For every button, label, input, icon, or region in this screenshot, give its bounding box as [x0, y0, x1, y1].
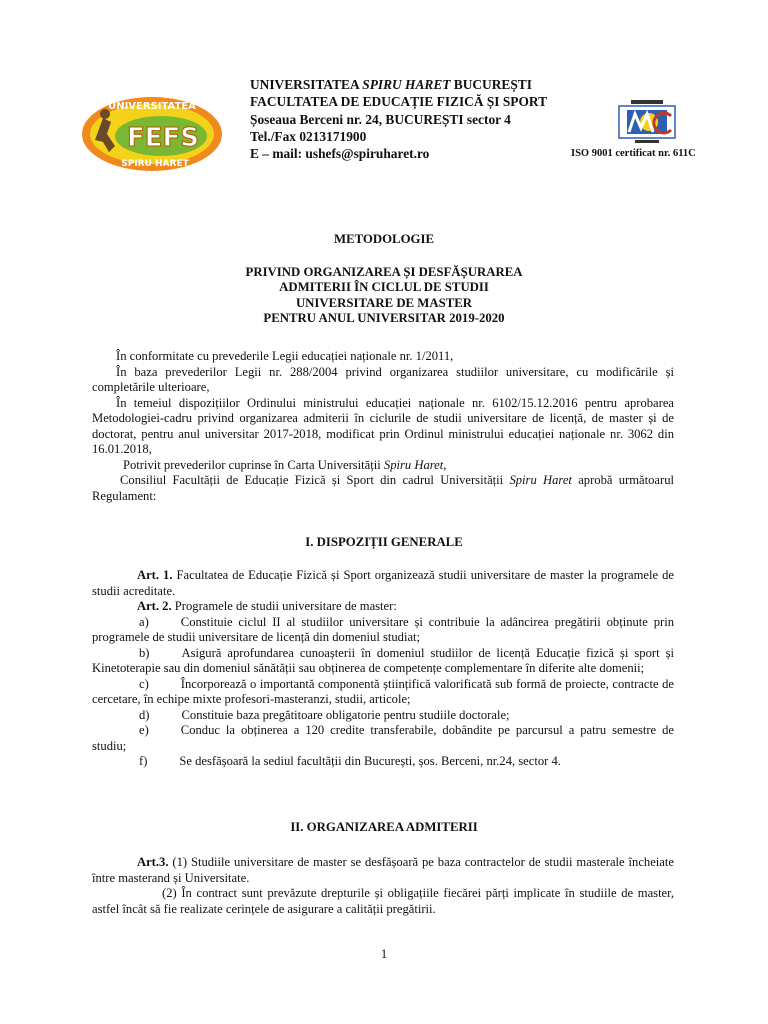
subtitle-line: ADMITERII ÎN CICLUL DE STUDII — [279, 280, 489, 295]
preamble-paragraph — [92, 458, 674, 474]
list-item — [92, 646, 674, 677]
list-item — [92, 754, 674, 770]
article-label: Art. 2. — [137, 599, 172, 613]
list-item — [92, 723, 674, 754]
university-line — [250, 76, 547, 93]
list-item — [92, 677, 674, 708]
fefs-logo — [81, 96, 223, 172]
article-text: Programele de studii universitare de master: — [171, 599, 397, 613]
email-line: E – mail: ushefs@spiruharet.ro — [250, 146, 430, 162]
list-item-label: f) — [139, 754, 148, 768]
article-label: Art. 1. — [137, 568, 173, 582]
section-1-body — [92, 568, 674, 770]
preamble — [92, 349, 674, 504]
preamble-paragraph: În conformitate cu prevederile Legii educației naționale nr. 1/2011, — [116, 349, 454, 363]
list-item-text: Se desfășoară la sediul facultății din București, șos. Berceni, nr.24, sector 4. — [179, 754, 561, 768]
subtitle-line: PENTRU ANUL UNIVERSITAR 2019-2020 — [263, 311, 505, 326]
article-text: Facultatea de Educație Fizică și Sport organizează studii universitare de master la programele de studii acreditate. — [92, 568, 674, 598]
article-3 — [92, 855, 674, 886]
preamble-paragraph: În temeiul dispozițiilor Ordinului ministrului educației naționale nr. 6102/15.12.2016 pentru aprobarea Metodologiei-cadru privind organizarea admiterii în ciclurile de studii universitare de licență, de master și de doctorat, pentru anul universitar 2017-2018, modificat prin Ordinul ministrului educației naționale nr. 3062 din 16.01.2018, — [92, 395, 674, 456]
letterhead — [250, 76, 547, 162]
list-item — [92, 708, 674, 724]
preamble-paragraph — [92, 473, 674, 504]
faculty-line: FACULTATEA DE EDUCAȚIE FIZICĂ ȘI SPORT — [250, 94, 548, 110]
section-heading: I. DISPOZIȚII GENERALE — [305, 535, 463, 549]
page-number: 1 — [380, 947, 388, 961]
university-prefix: UNIVERSITATEA — [250, 77, 363, 92]
article-text: (1) Studiile universitare de master se desfășoară pe baza contractelor de studii masterale încheiate între masterand și Universitate. — [92, 855, 674, 885]
logo-top-text: UNIVERSITATEA — [108, 101, 196, 112]
preamble-text: Potrivit prevederilor cuprinse în Carta Universității — [123, 457, 384, 472]
list-item-text: Constituie ciclul II al studiilor universitare și contribuie la adâncirea pregătirii obținute prin programele de studii universitare de licență din domeniul studiat; — [92, 614, 674, 644]
document-title: METODOLOGIE — [333, 232, 435, 246]
logo-bottom-text: SPIRU HARET — [121, 159, 189, 169]
list-item-label: d) — [139, 707, 150, 722]
list-item — [92, 615, 674, 646]
address-line: Șoseaua Berceni nr. 24, BUCUREȘTI sector 4 — [250, 111, 511, 127]
article-3-paragraph-2: (2) În contract sunt prevăzute drepturile și obligațiile fiecărei părți implicate în studiile de master, astfel încât să fie realizate cerințele de asigurare a calității pregătirii. — [92, 886, 674, 916]
phone-line: Tel./Fax 0213171900 — [250, 128, 367, 144]
university-suffix: BUCUREȘTI — [450, 77, 532, 92]
university-name-italic: Spiru Haret — [509, 473, 572, 487]
preamble-text: Consiliul Facultății de Educație Fizică și Sport din cadrul Universității — [120, 473, 510, 487]
list-item-label: c) — [139, 676, 149, 691]
article-label: Art.3. — [137, 855, 169, 869]
document-subtitle — [0, 265, 768, 327]
section-heading: II. ORGANIZAREA ADMITERII — [290, 820, 478, 834]
list-item-text: Încorporează o importantă componentă științifică valorificată sub formă de proiecte, contracte de cercetare, în echipe mixte profesori-masteranzi, studii, articole; — [92, 676, 674, 706]
logo-main-text: FEFS — [126, 123, 200, 153]
subtitle-line: PRIVIND ORGANIZAREA ȘI DESFĂȘURAREA — [245, 265, 523, 279]
university-name-italic: Spiru Haret — [383, 457, 444, 472]
subtitle-line: UNIVERSITARE DE MASTER — [295, 295, 473, 310]
list-item-label: e) — [139, 723, 149, 737]
list-item-text: Constituie baza pregătitoare obligatorie pentru studiile doctorale; — [181, 707, 510, 722]
section-2-body — [92, 855, 674, 917]
preamble-text: aprobă următoarul Regulament: — [92, 473, 675, 503]
article-2 — [92, 599, 674, 615]
university-name: SPIRU HARET — [362, 77, 451, 92]
article-1 — [92, 568, 674, 599]
list-item-text: Conduc la obținerea a 120 credite transferabile, dobândite pe parcursul a patru semestre de studiu; — [92, 723, 674, 753]
preamble-paragraph: În baza prevederilor Legii nr. 288/2004 privind organizarea studiilor universitare, cu modificările și completările ulterioare, — [92, 364, 674, 394]
list-item-label: b) — [139, 645, 150, 660]
iso-certificate-text: ISO 9001 certificat nr. 611C — [571, 148, 696, 159]
preamble-text: , — [443, 457, 447, 472]
list-item-text: Asigură aprofundarea cunoașterii în domeniul studiilor de licență Educație fizică și sport și Kinetoterapie sau din domeniul sănătății sau obținerea de competențe complementare în diferite alte domenii; — [92, 645, 674, 675]
iso-certification-logo — [613, 98, 683, 148]
list-item-label: a) — [139, 614, 149, 629]
